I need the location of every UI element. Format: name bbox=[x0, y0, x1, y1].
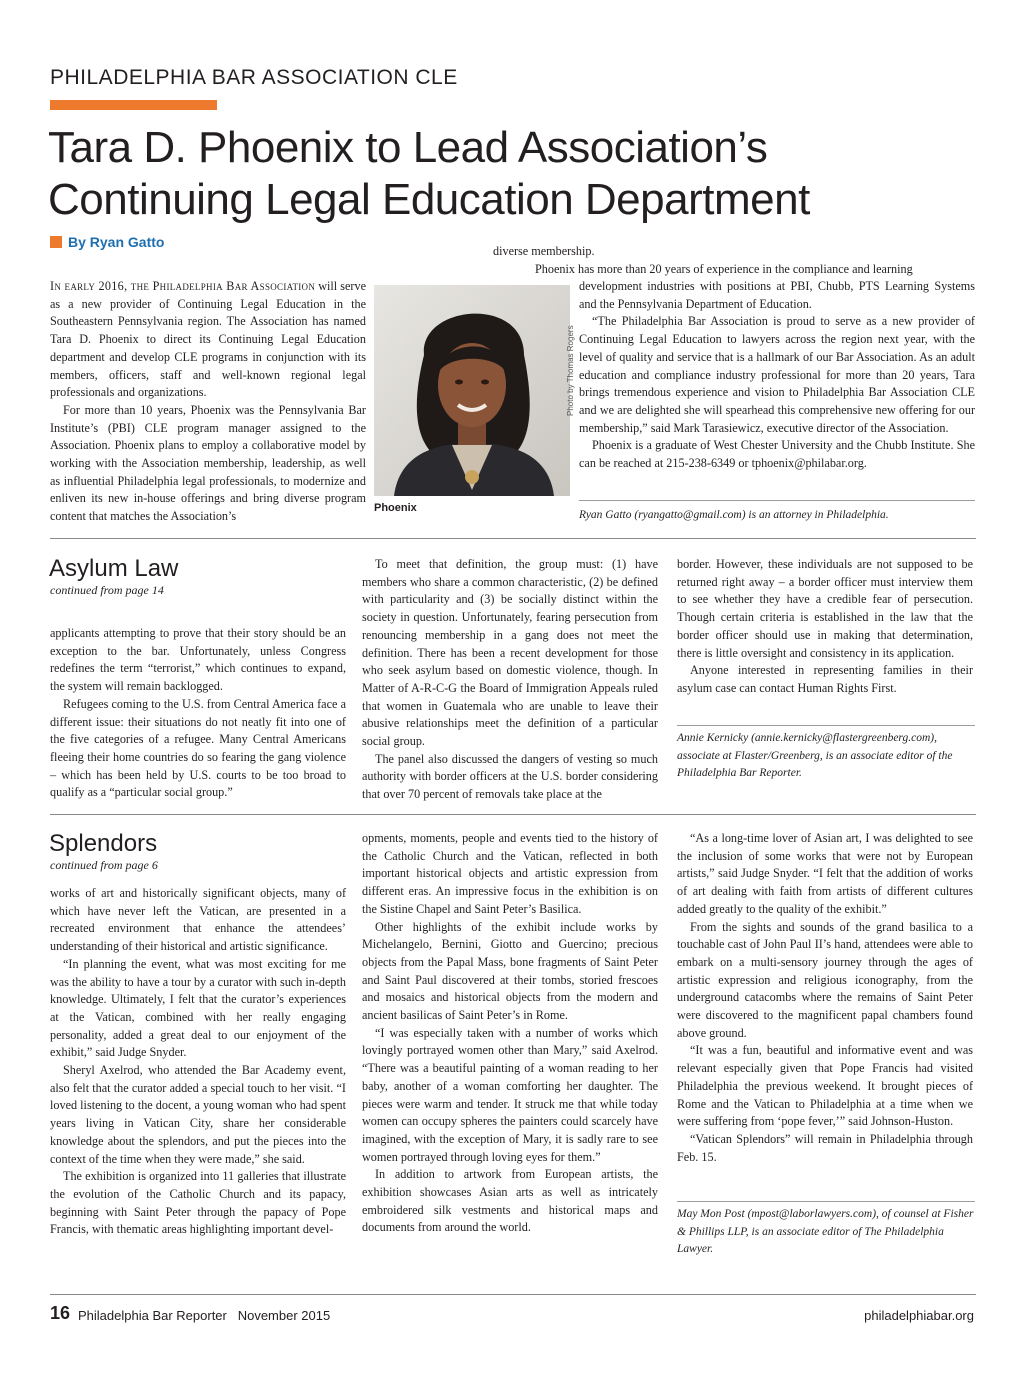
article2-column-2 bbox=[362, 556, 658, 804]
lead-smallcaps: In early 2016, the Philadelphia Bar Association bbox=[50, 279, 316, 293]
article3-paragraph: The exhibition is organized into 11 galleries that illustrate the evolution of the Catholic Church and its papacy, beginning with Saint Peter through the papacy of Pope Francis, with thematic areas highlighting important devel- bbox=[50, 1169, 346, 1237]
article2-column-3 bbox=[677, 556, 973, 698]
section-title-splendors: Splendors bbox=[49, 830, 158, 857]
article3-column-3 bbox=[677, 830, 973, 1166]
author-bio: Annie Kernicky (annie.kernicky@flastergreenberg.com), associate at Flaster/Greenberg, is an associate editor of the Philadelphia Bar Reporter. bbox=[677, 732, 953, 779]
article3-paragraph: Other highlights of the exhibit include works by Michelangelo, Bernini, Giotto and Guercino; precious objects from the Papal Mass, bone fragments of Saint Peter and Saint Paul discovered at their tombs, storied frescoes and mosaics and historical objects from the modern and ancient basilicas of Saint Peter’s in Rome. bbox=[362, 919, 658, 1023]
bio-divider bbox=[579, 500, 975, 501]
portrait-photo bbox=[374, 285, 570, 496]
article2-paragraph: To meet that definition, the group must: (1) have members who share a common characteristic, (2) be defined with particularity and (3) be socially distinct within the society in question. Unfortunately, fearing persecution from renouncing membership in a gang does not meet the definition. There has been a recent development for those who seek asylum based on domestic violence, though. In Matter of A-R-C-G the Board of Immigration Appeals ruled that women in Guatemala who are unable to leave their abusive relationships meet the definition of a particular social group. bbox=[362, 557, 658, 749]
article1-column-2-top bbox=[493, 243, 973, 278]
website-link[interactable]: philadelphiabar.org bbox=[864, 1308, 974, 1323]
article2-paragraph: border. However, these individuals are not supposed to be returned right away – a border officer must interview them to see whether they have a credible fear of persecution. Though certain criteria is established in the law that the border officer should use in making that determination, there is little oversight and consistency in its application. bbox=[677, 557, 973, 660]
article3-paragraph: “I was especially taken with a number of works which lovingly portrayed women other than Mary,” said Axelrod. “There was a beautiful painting of a woman reading to her baby, another of a woman comforting her daughter. The pieces were warm and tender. It struck me that while today women can occupy spheres the painters could scarcely have imagined, with the exception of Mary, it is sadly rare to see women portrayed through loving eyes for them.” bbox=[362, 1025, 658, 1164]
article3-paragraph: “In planning the event, what was most exciting for me was the ability to have a tour by a curator with such in-depth knowledge. Ultimately, I felt that the curator’s experiences at the Vatican, combined with her really engaging personality, added a great deal to our enjoyment of the exhibit,” said Judge Snyder. bbox=[50, 956, 346, 1060]
headline: Tara D. Phoenix to Lead Association’s Continuing Legal Education Department bbox=[48, 123, 810, 224]
article2-paragraph: The panel also discussed the dangers of vesting so much authority with border officers at the U.S. border considering that over 70 percent of removals take place at the bbox=[362, 751, 658, 802]
article1-paragraph: “The Philadelphia Bar Association is proud to serve as a new provider of Continuing Legal Education to lawyers across the region next year, with the level of quality and service that is a hallmark of our Bar Association. As an adult education and compliance industry professional for more than 20 years, Tara brings tremendous experience and vision to Philadelphia Bar Association CLE and we are delighted she will spearhead this comprehensive new offering for our membership,” said Mark Tarasiewicz, executive director of the Association. bbox=[579, 314, 975, 435]
article2-paragraph: Anyone interested in representing families in their asylum case can contact Human Rights First. bbox=[677, 663, 973, 695]
byline bbox=[50, 234, 164, 250]
article2-paragraph: Refugees coming to the U.S. from Central America face a different issue: their situations do not neatly fit into one of the five categories of a refugee. Many Central Americans fleeing their home countries do so fearing the gang violence – which has been held by U.S. courts to be too broad to qualify as a “particular social group.” bbox=[50, 696, 346, 800]
author-bio: May Mon Post (mpost@laborlawyers.com), of counsel at Fisher & Phillips LLP, is an associate editor of The Philadelphia Lawyer. bbox=[677, 1208, 974, 1255]
section-divider bbox=[50, 814, 976, 815]
article3-column-2 bbox=[362, 830, 658, 1237]
continued-note: continued from page 14 bbox=[50, 583, 164, 597]
byline-text: By Ryan Gatto bbox=[68, 234, 165, 250]
article3-paragraph: works of art and historically significant objects, many of which have never left the Vatican, are presented in a recreated environment that enhance the attendees’ understanding of their historical and artistic significance. bbox=[50, 886, 346, 954]
article1-paragraph: diverse membership. bbox=[493, 244, 595, 258]
section-divider bbox=[50, 538, 976, 539]
article1-column-1 bbox=[50, 278, 366, 526]
bio-divider bbox=[677, 1201, 975, 1202]
photo-credit: Photo by Thomas Rogers bbox=[566, 325, 575, 416]
article1-paragraph: Phoenix is a graduate of West Chester University and the Chubb Institute. She can be reached at 215-238-6349 or tphoenix@philabar.org. bbox=[579, 438, 975, 471]
bio-divider bbox=[677, 725, 975, 726]
photo-caption: Phoenix bbox=[374, 502, 417, 514]
section-accent-bar bbox=[50, 100, 217, 110]
article3-paragraph: Sheryl Axelrod, who attended the Bar Academy event, also felt that the curator added a special touch to her visit. “I loved listening to the docent, a young woman who had spent years living in Vatican City, share her considerable knowledge about the splendors, and put the pieces into the context of the time when they were made,” she said. bbox=[50, 1063, 346, 1166]
portrait-image bbox=[374, 285, 570, 496]
article3-paragraph: opments, moments, people and events tied to the history of the Catholic Church and the Vatican, reflected in both important historical objects and artistic expression from different eras. An impressive focus in the exhibition is on the Sistine Chapel and Saint Peter’s Basilica. bbox=[362, 831, 658, 916]
article3-paragraph: In addition to artwork from European artists, the exhibition showcases Asian arts as well as intricately embroidered silk vestments and historical maps and documents from around the world. bbox=[362, 1167, 658, 1235]
article1-paragraph: Phoenix has more than 20 years of experience in the compliance and learning bbox=[535, 261, 913, 276]
article2-column-1 bbox=[50, 625, 346, 802]
article3-paragraph: From the sights and sounds of the grand basilica to a touchable cast of John Paul II’s hand, attendees were able to embark on a multi-sensory journey through the ages of artistic expression and religious iconography, from the underground catacombs where the remains of Saint Peter were discovered to the magnificent papal chambers found above ground. bbox=[677, 919, 973, 1040]
article2-paragraph: applicants attempting to prove that their story should be an exception to the bar. Unfortunately, unless Congress redefines the term “terrorist,” which continues to expand, the system will remain backlogged. bbox=[50, 626, 346, 694]
article3-paragraph: “As a long-time lover of Asian art, I was delighted to see the inclusion of some works that were not by European artists,” said Judge Snyder. “I felt that the addition of works of art dealing with faith from artists of different cultures added greatly to the quality of the exhibit.” bbox=[677, 831, 973, 916]
byline-square-icon bbox=[50, 236, 62, 248]
page-number: 16 bbox=[50, 1303, 71, 1323]
section-title-asylum: Asylum Law bbox=[49, 555, 179, 582]
footer-divider bbox=[50, 1294, 976, 1295]
publication-info: Philadelphia Bar Reporter November 2015 bbox=[78, 1308, 331, 1323]
article1-column-2 bbox=[579, 278, 975, 473]
article3-paragraph: “It was a fun, beautiful and informative event and was relevant especially given that Pope Francis had visited Philadelphia the previous weekend. It brought pieces of Rome and the Vatican to Philadelphia at a time when we were suffering from ‘pope fever,’” said Johnson-Huston. bbox=[677, 1043, 973, 1129]
author-bio: Ryan Gatto (ryangatto@gmail.com) is an attorney in Philadelphia. bbox=[579, 509, 889, 521]
section-label: PHILADELPHIA BAR ASSOCIATION CLE bbox=[50, 66, 458, 89]
article1-paragraph: For more than 10 years, Phoenix was the Pennsylvania Bar Institute’s (PBI) CLE program manager assigned to the Association. Phoenix plans to employ a collaborative model by working with the Association membership, leadership, as well as influential Philadelphia legal professionals, to modernize and enliven its new in-house offerings and bring diverse program content that matches the Association’s bbox=[50, 402, 366, 524]
article3-column-1 bbox=[50, 885, 346, 1239]
article1-paragraph bbox=[50, 278, 366, 402]
article1-paragraph: development industries with positions at PBI, Chubb, PTS Learning Systems and the Pennsylvania Department of Education. bbox=[579, 279, 975, 311]
continued-note: continued from page 6 bbox=[50, 858, 158, 872]
article3-paragraph: “Vatican Splendors” will remain in Philadelphia through Feb. 15. bbox=[677, 1131, 973, 1164]
lead-text: will serve as a new provider of Continuing Legal Education in the Southeastern Pennsylvania region. The Association has named Tara D. Phoenix to direct its Continuing Legal Education department and develop CLE programs in conjunction with its members, officers, staff and well-known regional legal professionals and organizations. bbox=[50, 279, 366, 400]
